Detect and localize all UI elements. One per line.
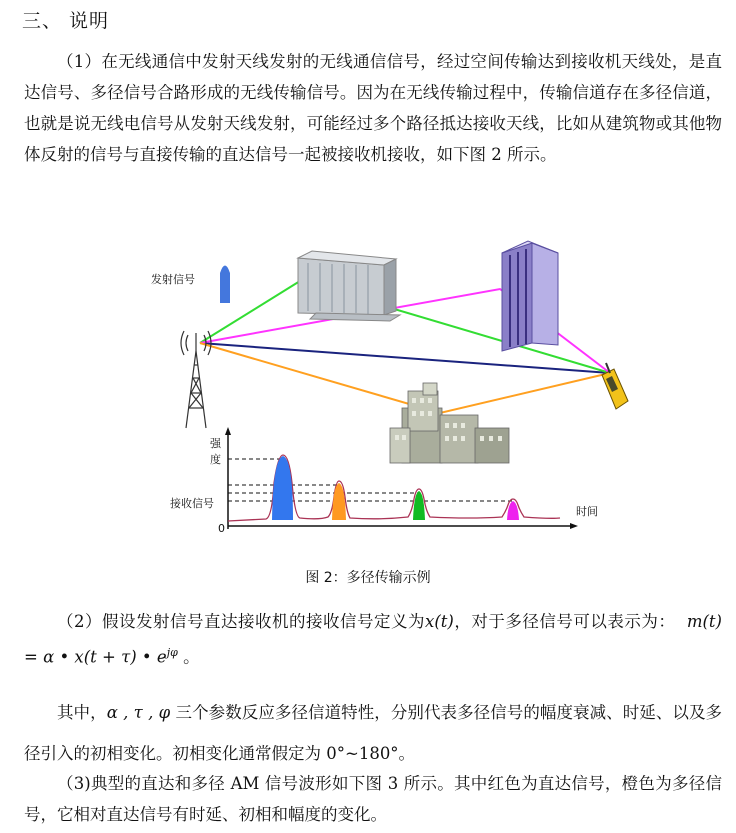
- paragraph-3: [24, 692, 722, 774]
- paragraph-1: （1）在无线通信中发射天线发射的无线通信信号，经过空间传输达到接收机天线处，是直达信号、多径信号合路形成的无线传输信号。因为在无线传输过程中，传输信道存在多径信道，也就是说无线电信号从发射天线发射，可能经过多个路径抵达接收天线，比如从建筑物或其他物体反射的信号与直接传输的直达信号一起被接收机接收，如下图 2 所示。: [24, 52, 722, 164]
- tx-signal-label: 发射信号: [151, 273, 195, 286]
- p3-prefix: 其中，: [57, 703, 107, 722]
- time-axis-label: 时间: [576, 505, 598, 518]
- tower-building-icon: [502, 241, 558, 351]
- multipath-figure: [140, 233, 630, 538]
- p2-symbol: x(t): [425, 612, 454, 631]
- p3-params: α , τ , φ: [106, 703, 171, 722]
- p3-rest: 三个参数反应多径信道特性，分别代表多径信号的幅度衰减、时延、以及多径引入的初相变化。初相变化通常假定为 0°~180°。: [24, 703, 723, 763]
- paragraph-2: [24, 606, 722, 673]
- figure-caption: 图 2：多径传输示例: [305, 570, 431, 586]
- p2-prefix: （2）假设发射信号直达接收机的接收信号定义为: [57, 612, 426, 631]
- multipath-diagram: [140, 233, 630, 538]
- strength-label-1: 强: [210, 437, 221, 450]
- section-heading: 三、 说明: [22, 10, 110, 32]
- p2-sup: jφ: [166, 646, 178, 659]
- p2-end: 。: [183, 647, 200, 667]
- orange-path-line: [200, 343, 610, 413]
- tx-pulse-icon: [220, 266, 230, 304]
- p2-formula: m(t) = α • x(t + τ) • e: [24, 612, 722, 667]
- strength-label-2: 度: [210, 453, 221, 466]
- office-building-icon: [298, 251, 400, 321]
- origin-label: 0: [218, 522, 225, 535]
- direct-path-line: [200, 343, 610, 373]
- p2-mid: ，对于多径信号可以表示为：: [453, 612, 676, 631]
- city-buildings-icon: [390, 383, 509, 463]
- paragraph-4: （3)典型的直达和多径 AM 信号波形如下图 3 所示。其中红色为直达信号，橙色为多径信号，它相对直达信号有时延、初相和幅度的变化。: [24, 774, 722, 824]
- rx-signal-label: 接收信号: [170, 497, 214, 510]
